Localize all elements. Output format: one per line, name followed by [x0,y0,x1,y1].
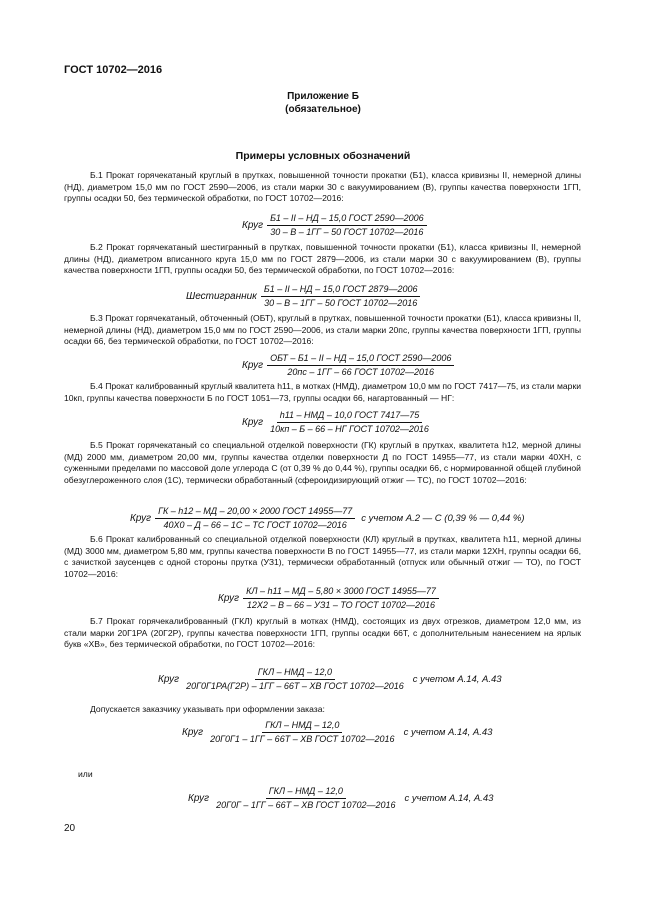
formula-numerator: ГКЛ – НМД – 12,0 [262,720,342,733]
example-b2-text: Б.2 Прокат горячекатаный шестигранный в прутках, повышенной точности прокатки (Б1), класса кривизны II, немерной длины (НД), диаметром вписанного круга 15,0 мм по ГОСТ 2879—2006, из стали марки 30 с вакуумированием (В), группы качества поверхности 1ГП, группы осадки 50, без термической обработки, по ГОСТ 10702—2016: [64,242,581,276]
example-b7-formula [158,667,502,692]
example-b7-text: Б.7 Прокат горячекалиброванный (ГКЛ) круглый в мотках (НМД), состоящих из двух отрезков, диаметром 12,0 мм, из стали марки 20Г1РА (20Г2Р), группы качества поверхности 1ГП, группы осадки 66Т, с дополнительным нанесением на ярлык букв «ХВ», без термической обработки, по ГОСТ 10702—2016: [64,616,581,650]
formula-numerator: ОБТ – Б1 – II – НД – 15,0 ГОСТ 2590—2006 [267,353,454,366]
formula-numerator: Б1 – II – НД – 15,0 ГОСТ 2879—2006 [261,284,421,297]
document-header: ГОСТ 10702—2016 [64,64,163,76]
formula-label: Круг [218,593,240,604]
allowed-text: Допускается заказчику указывать при оформлении заказа: [90,704,325,714]
formula-suffix: с учетом А.2 — С (0,39 % — 0,44 %) [361,513,525,524]
formula-label: Круг [130,513,152,524]
formula-denominator: 10кп – Б – 66 – НГ ГОСТ 10702—2016 [270,424,429,434]
example-b3-formula [242,353,454,378]
formula-label: Круг [242,417,264,428]
example-b3-text: Б.3 Прокат горячекатаный, обточенный (ОБТ), круглый в прутках, повышенной точности прокатки (Б1), класса кривизны II, немерной длины (НД), диаметром 15,0 мм по ГОСТ 2590—2006, из стали марки 20пс, группы качества поверхности 1ГП, группы осадки 66, без термической обработки, по ГОСТ 10702—2016: [64,313,581,347]
formula-denominator: 20пс – 1ГГ – 66 ГОСТ 10702—2016 [287,367,435,377]
formula-suffix: с учетом А.14, А.43 [403,727,493,738]
formula-denominator: 30 – В – 1ГГ – 50 ГОСТ 10702—2016 [270,227,424,237]
formula-label: Круг [242,220,264,231]
example-b2-formula [186,284,420,309]
formula-numerator: Б1 – II – НД – 15,0 ГОСТ 2590—2006 [267,213,427,226]
formula-numerator: h11 – НМД – 10,0 ГОСТ 7417—75 [277,410,423,423]
formula-label: Шестигранник [186,291,257,302]
formula-label: Круг [158,674,180,685]
example-b1-formula [242,213,427,238]
appendix-heading [0,90,646,116]
example-b1-text: Б.1 Прокат горячекатаный круглый в прутках, повышенной точности прокатки (Б1), класса кривизны II, немерной длины (НД), диаметром 15,0 мм по ГОСТ 2590—2006, из стали марки 30 с вакуумированием (В), группы качества поверхности 1ГП, группы осадки 50, без термической обработки, по ГОСТ 10702—2016: [64,170,581,204]
formula-numerator: КЛ – h11 – МД – 5,80 × 3000 ГОСТ 14955—77 [243,586,439,599]
formula-denominator: 20Г0Г1 – 1ГГ – 66Т – ХВ ГОСТ 10702—2016 [210,734,395,744]
allowed-formula [182,720,492,745]
example-b5-text: Б.5 Прокат горячекатаный со специальной отделкой поверхности (ГК) круглый в прутках, квалитета h12, мерной длины (МД) 2000 мм, диаметром 20,00 мм, группы качества отделки поверхности Д по ГОСТ 14955—77, из стали марки 40ХН, с суженными пределами по массовой доле углерода С (от 0,39 % до 0,44 %), группы осадки 66, с нормированной общей глубиной обезуглероженного слоя (1С), термически обработанный (сфероидизирующий отжиг — ТС), по ГОСТ 10702—2016: [64,440,581,485]
or-text: или [78,769,93,779]
or-formula [188,786,493,811]
formula-denominator: 20Г0Г1РА(Г2Р) – 1ГГ – 66Т – ХВ ГОСТ 10702—2016 [186,681,404,691]
appendix-subtitle: (обязательное) [285,104,361,115]
formula-label: Круг [188,793,210,804]
example-b5-formula [130,506,525,531]
formula-numerator: ГК – h12 – МД – 20,00 × 2000 ГОСТ 14955—77 [155,506,355,519]
formula-denominator: 20Г0Г – 1ГГ – 66Т – ХВ ГОСТ 10702—2016 [216,800,396,810]
page-number: 20 [64,823,76,834]
section-title: Примеры условных обозначений [235,150,411,162]
formula-label: Круг [242,360,264,371]
formula-label: Круг [182,727,204,738]
example-b4-formula [242,410,432,435]
example-b6-formula [218,586,439,611]
formula-denominator: 12Х2 – В – 66 – УЗ1 – ТО ГОСТ 10702—2016 [246,600,436,610]
example-b6-text: Б.6 Прокат калиброванный со специальной отделкой поверхности (КЛ) круглый в прутках, квалитета h11, мерной длины (МД) 3000 мм, диаметром 5,80 мм, группы качества поверхности В по ГОСТ 14955—77, из стали марки 12ХН, группы осадки 66, с зачисткой заусенцев с одной стороны прутка (УЗ1), термически обработанный (отпуск или обычный отжиг — ТО), по ГОСТ 10702—2016: [64,534,581,579]
formula-suffix: с учетом А.14, А.43 [412,674,502,685]
formula-denominator: 30 – В – 1ГГ – 50 ГОСТ 10702—2016 [264,298,418,308]
formula-suffix: с учетом А.14, А.43 [404,793,494,804]
formula-numerator: ГКЛ – НМД – 12,0 [255,667,335,680]
appendix-title: Приложение Б [287,91,359,102]
example-b4-text: Б.4 Прокат калиброванный круглый квалитета h11, в мотках (НМД), диаметром 10,0 мм по ГОСТ 7417—75, из стали марки 10кп, группы качества поверхности Б по ГОСТ 1051—73, группы осадки 66, нагартованный — НГ: [64,381,581,403]
formula-numerator: ГКЛ – НМД – 12,0 [266,786,346,799]
formula-denominator: 40Х0 – Д – 66 – 1С – ТС ГОСТ 10702—2016 [163,520,347,530]
